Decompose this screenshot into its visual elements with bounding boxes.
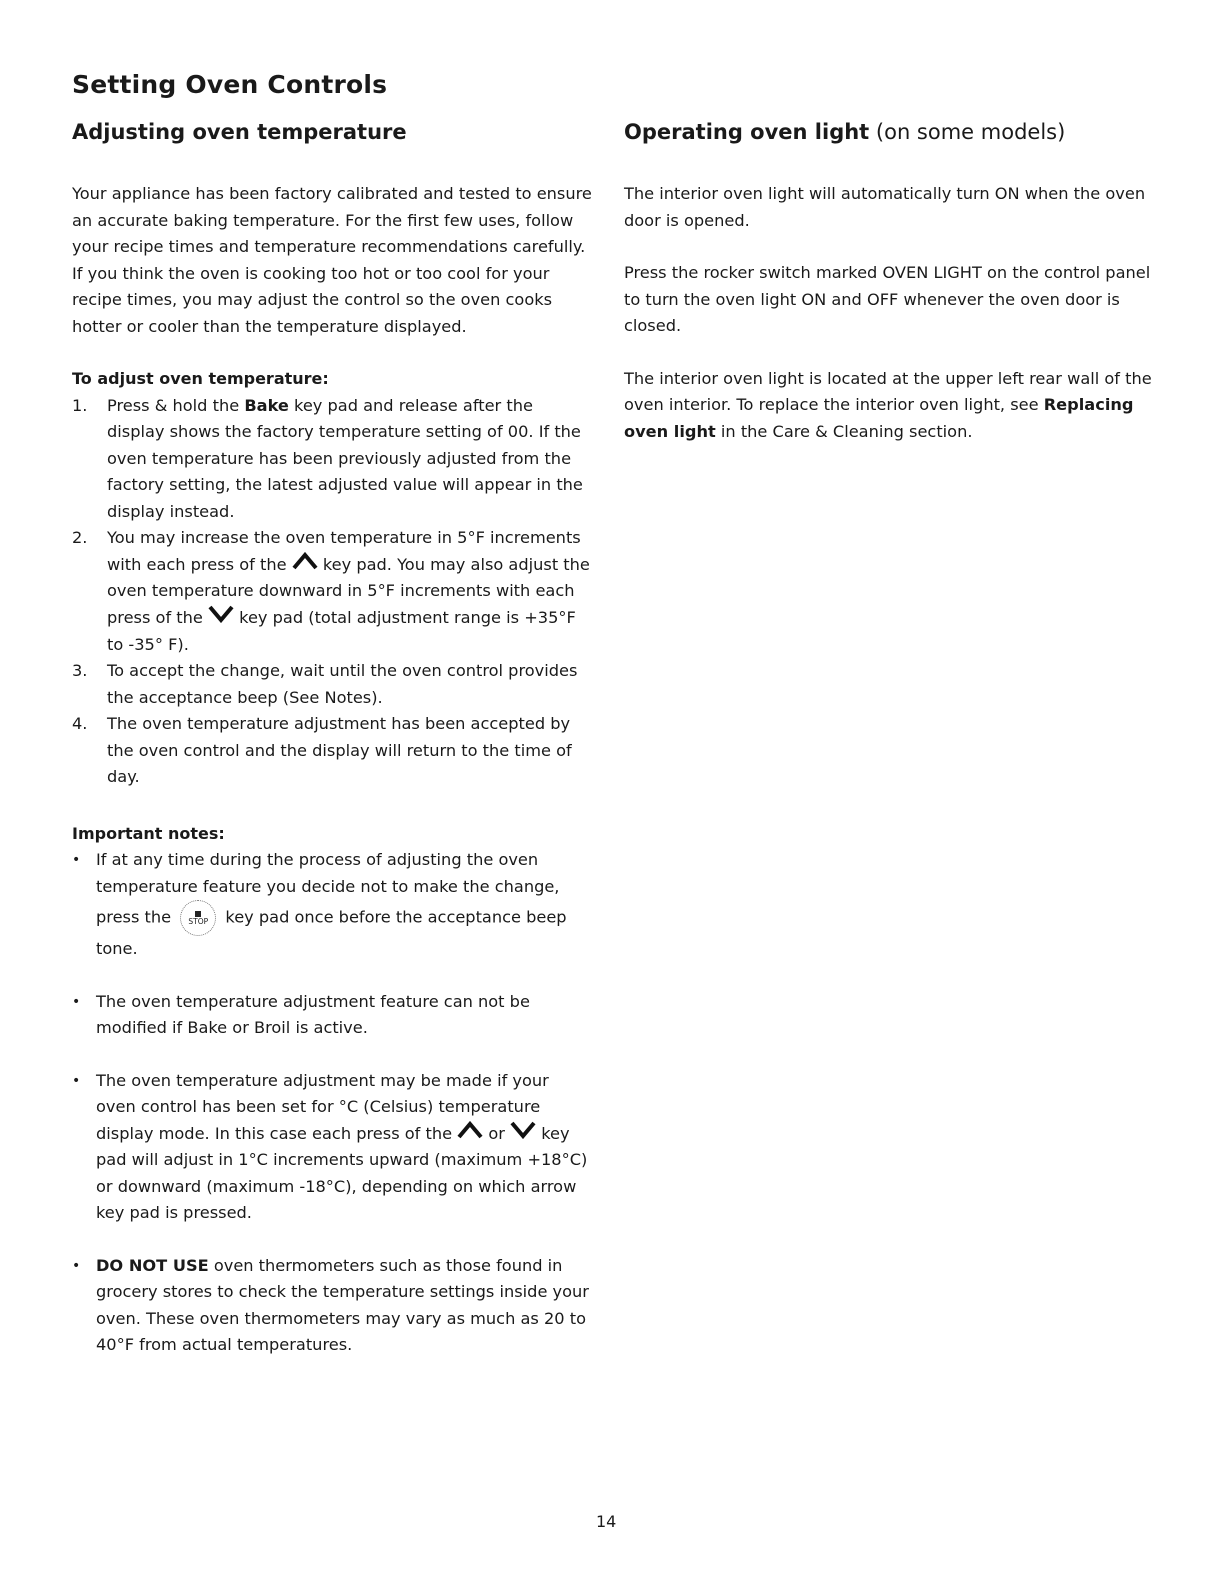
note-3 bbox=[72, 1068, 592, 1227]
replacing-light-reference: Replacing oven light bbox=[624, 395, 1134, 441]
paragraph-text: The interior oven light is located at the upper left rear wall of the oven interior. To replace the interior oven light, see bbox=[624, 368, 1152, 415]
step-4 bbox=[72, 711, 592, 791]
step-text: key pad and release after the display shows the factory temperature setting of 00. If the oven temperature has been previously adjusted from the factory setting, the latest adjusted value will appear in the display instead. bbox=[107, 395, 583, 521]
bullet-icon: • bbox=[72, 852, 81, 869]
up-arrow-icon bbox=[457, 1121, 483, 1148]
note-text: The oven temperature adjustment may be made if your oven control has been set for °C (Celsius) temperature display mode. In this case each press of the bbox=[96, 1070, 549, 1143]
bullet-icon: • bbox=[72, 993, 81, 1010]
page-title: Setting Oven Controls bbox=[72, 70, 388, 99]
note-text: If at any time during the process of adjusting the oven temperature feature you decide not to make the change, press the bbox=[96, 850, 560, 927]
step-number: 2. bbox=[72, 528, 88, 548]
step-3 bbox=[72, 658, 592, 711]
intro-paragraph: Your appliance has been factory calibrated and tested to ensure an accurate baking temperature. For the first few uses, follow your recipe times and temperature recommendations carefully. If you think the oven is cooking too hot or too cool for your recipe times, you may adjust the control so the oven cooks hotter or cooler than the temperature displayed. bbox=[72, 184, 592, 336]
note-text: key pad once before the acceptance beep tone. bbox=[96, 907, 567, 959]
note-1 bbox=[72, 847, 592, 963]
section-heading-light bbox=[624, 120, 1164, 145]
notes-list bbox=[72, 847, 592, 1359]
heading-bold: Operating oven light bbox=[624, 120, 870, 144]
bullet-icon: • bbox=[72, 1072, 81, 1089]
warning-keyword: DO NOT USE bbox=[96, 1255, 209, 1275]
stop-icon-label: STOP bbox=[188, 916, 209, 926]
step-number: 3. bbox=[72, 661, 88, 681]
paragraph-text: in the Care & Cleaning section. bbox=[715, 421, 973, 441]
step-number: 1. bbox=[72, 395, 88, 415]
steps-heading: To adjust oven temperature: bbox=[72, 369, 329, 389]
down-arrow-icon bbox=[510, 1121, 536, 1148]
notes-heading: Important notes: bbox=[72, 823, 225, 843]
note-text: oven thermometers such as those found in grocery stores to check the temperature settings inside your oven. These oven thermometers may vary as much as 20 to 40°F from actual temperatures. bbox=[96, 1255, 589, 1355]
light-paragraph-1: The interior oven light will automatically turn ON when the oven door is opened. bbox=[624, 184, 1146, 230]
note-4 bbox=[72, 1253, 592, 1359]
page-number: 14 bbox=[596, 1512, 617, 1531]
step-text: key pad (total adjustment range is +35°F to -35° F). bbox=[107, 607, 576, 654]
section-heading-temperature: Adjusting oven temperature bbox=[72, 120, 407, 144]
down-arrow-icon bbox=[208, 605, 234, 632]
step-text: Press & hold the bbox=[107, 395, 245, 415]
left-column bbox=[72, 120, 592, 1385]
bullet-icon: • bbox=[72, 1257, 81, 1274]
note-text: or bbox=[483, 1123, 511, 1143]
stop-icon bbox=[180, 900, 216, 936]
step-text: You may increase the oven temperature in 5°F increments with each press of the bbox=[107, 528, 581, 574]
note-text: The oven temperature adjustment feature can not be modified if Bake or Broil is active. bbox=[96, 991, 530, 1038]
note-2 bbox=[72, 989, 592, 1042]
bake-keyword: Bake bbox=[244, 395, 289, 415]
step-2 bbox=[72, 525, 592, 658]
up-arrow-icon bbox=[292, 552, 318, 579]
light-paragraph-3 bbox=[624, 366, 1164, 446]
heading-light: (on some models) bbox=[869, 120, 1066, 144]
step-text: The oven temperature adjustment has been accepted by the oven control and the display will return to the time of day. bbox=[107, 714, 572, 787]
step-text: key pad. You may also adjust the oven temperature downward in 5°F increments with each press of the bbox=[107, 554, 590, 627]
step-1 bbox=[72, 393, 592, 526]
step-number: 4. bbox=[72, 714, 88, 734]
note-text: key pad will adjust in 1°C increments upward (maximum +18°C) or downward (maximum -18°C), depending on which arrow key pad is pressed. bbox=[96, 1123, 588, 1223]
step-text: To accept the change, wait until the oven control provides the acceptance beep (See Notes). bbox=[107, 661, 578, 707]
light-paragraph-2: Press the rocker switch marked OVEN LIGHT on the control panel to turn the oven light ON and OFF whenever the oven door is closed. bbox=[624, 263, 1151, 336]
right-column bbox=[624, 120, 1164, 445]
steps-list bbox=[72, 393, 592, 791]
